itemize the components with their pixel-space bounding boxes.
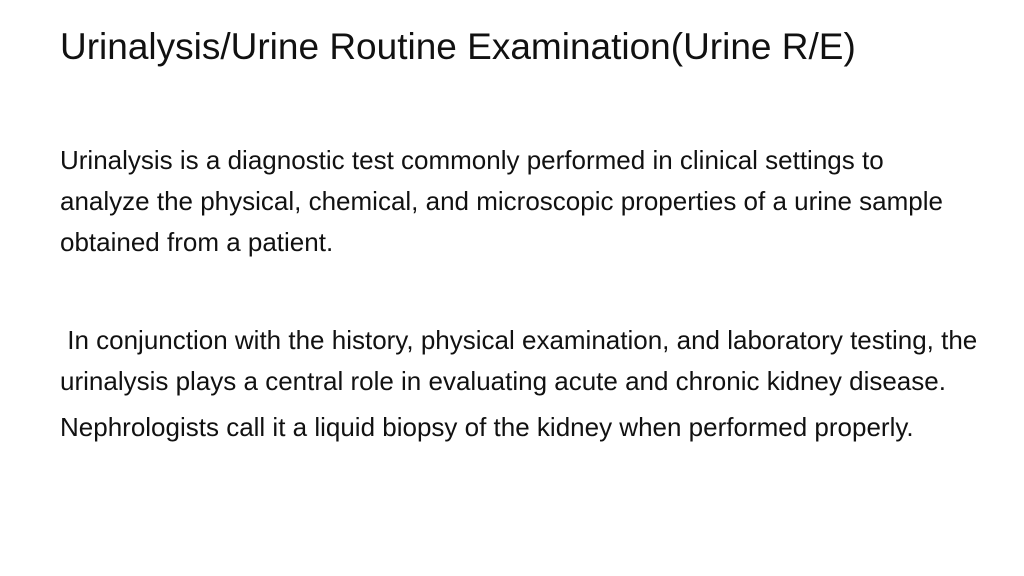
- slide-body: [60, 140, 985, 448]
- slide-title: Urinalysis/Urine Routine Examination(Urine R/E): [60, 26, 856, 67]
- paragraph-liquid-biopsy: Nephrologists call it a liquid biopsy of the kidney when performed properly.: [60, 412, 914, 442]
- paragraph-clinical-role: In conjunction with the history, physical examination, and laboratory testing, the urinalysis plays a central role in evaluating acute and chronic kidney disease.: [60, 325, 985, 396]
- paragraph-definition: Urinalysis is a diagnostic test commonly performed in clinical settings to analyze the physical, chemical, and microscopic properties of a urine sample obtained from a patient.: [60, 145, 943, 257]
